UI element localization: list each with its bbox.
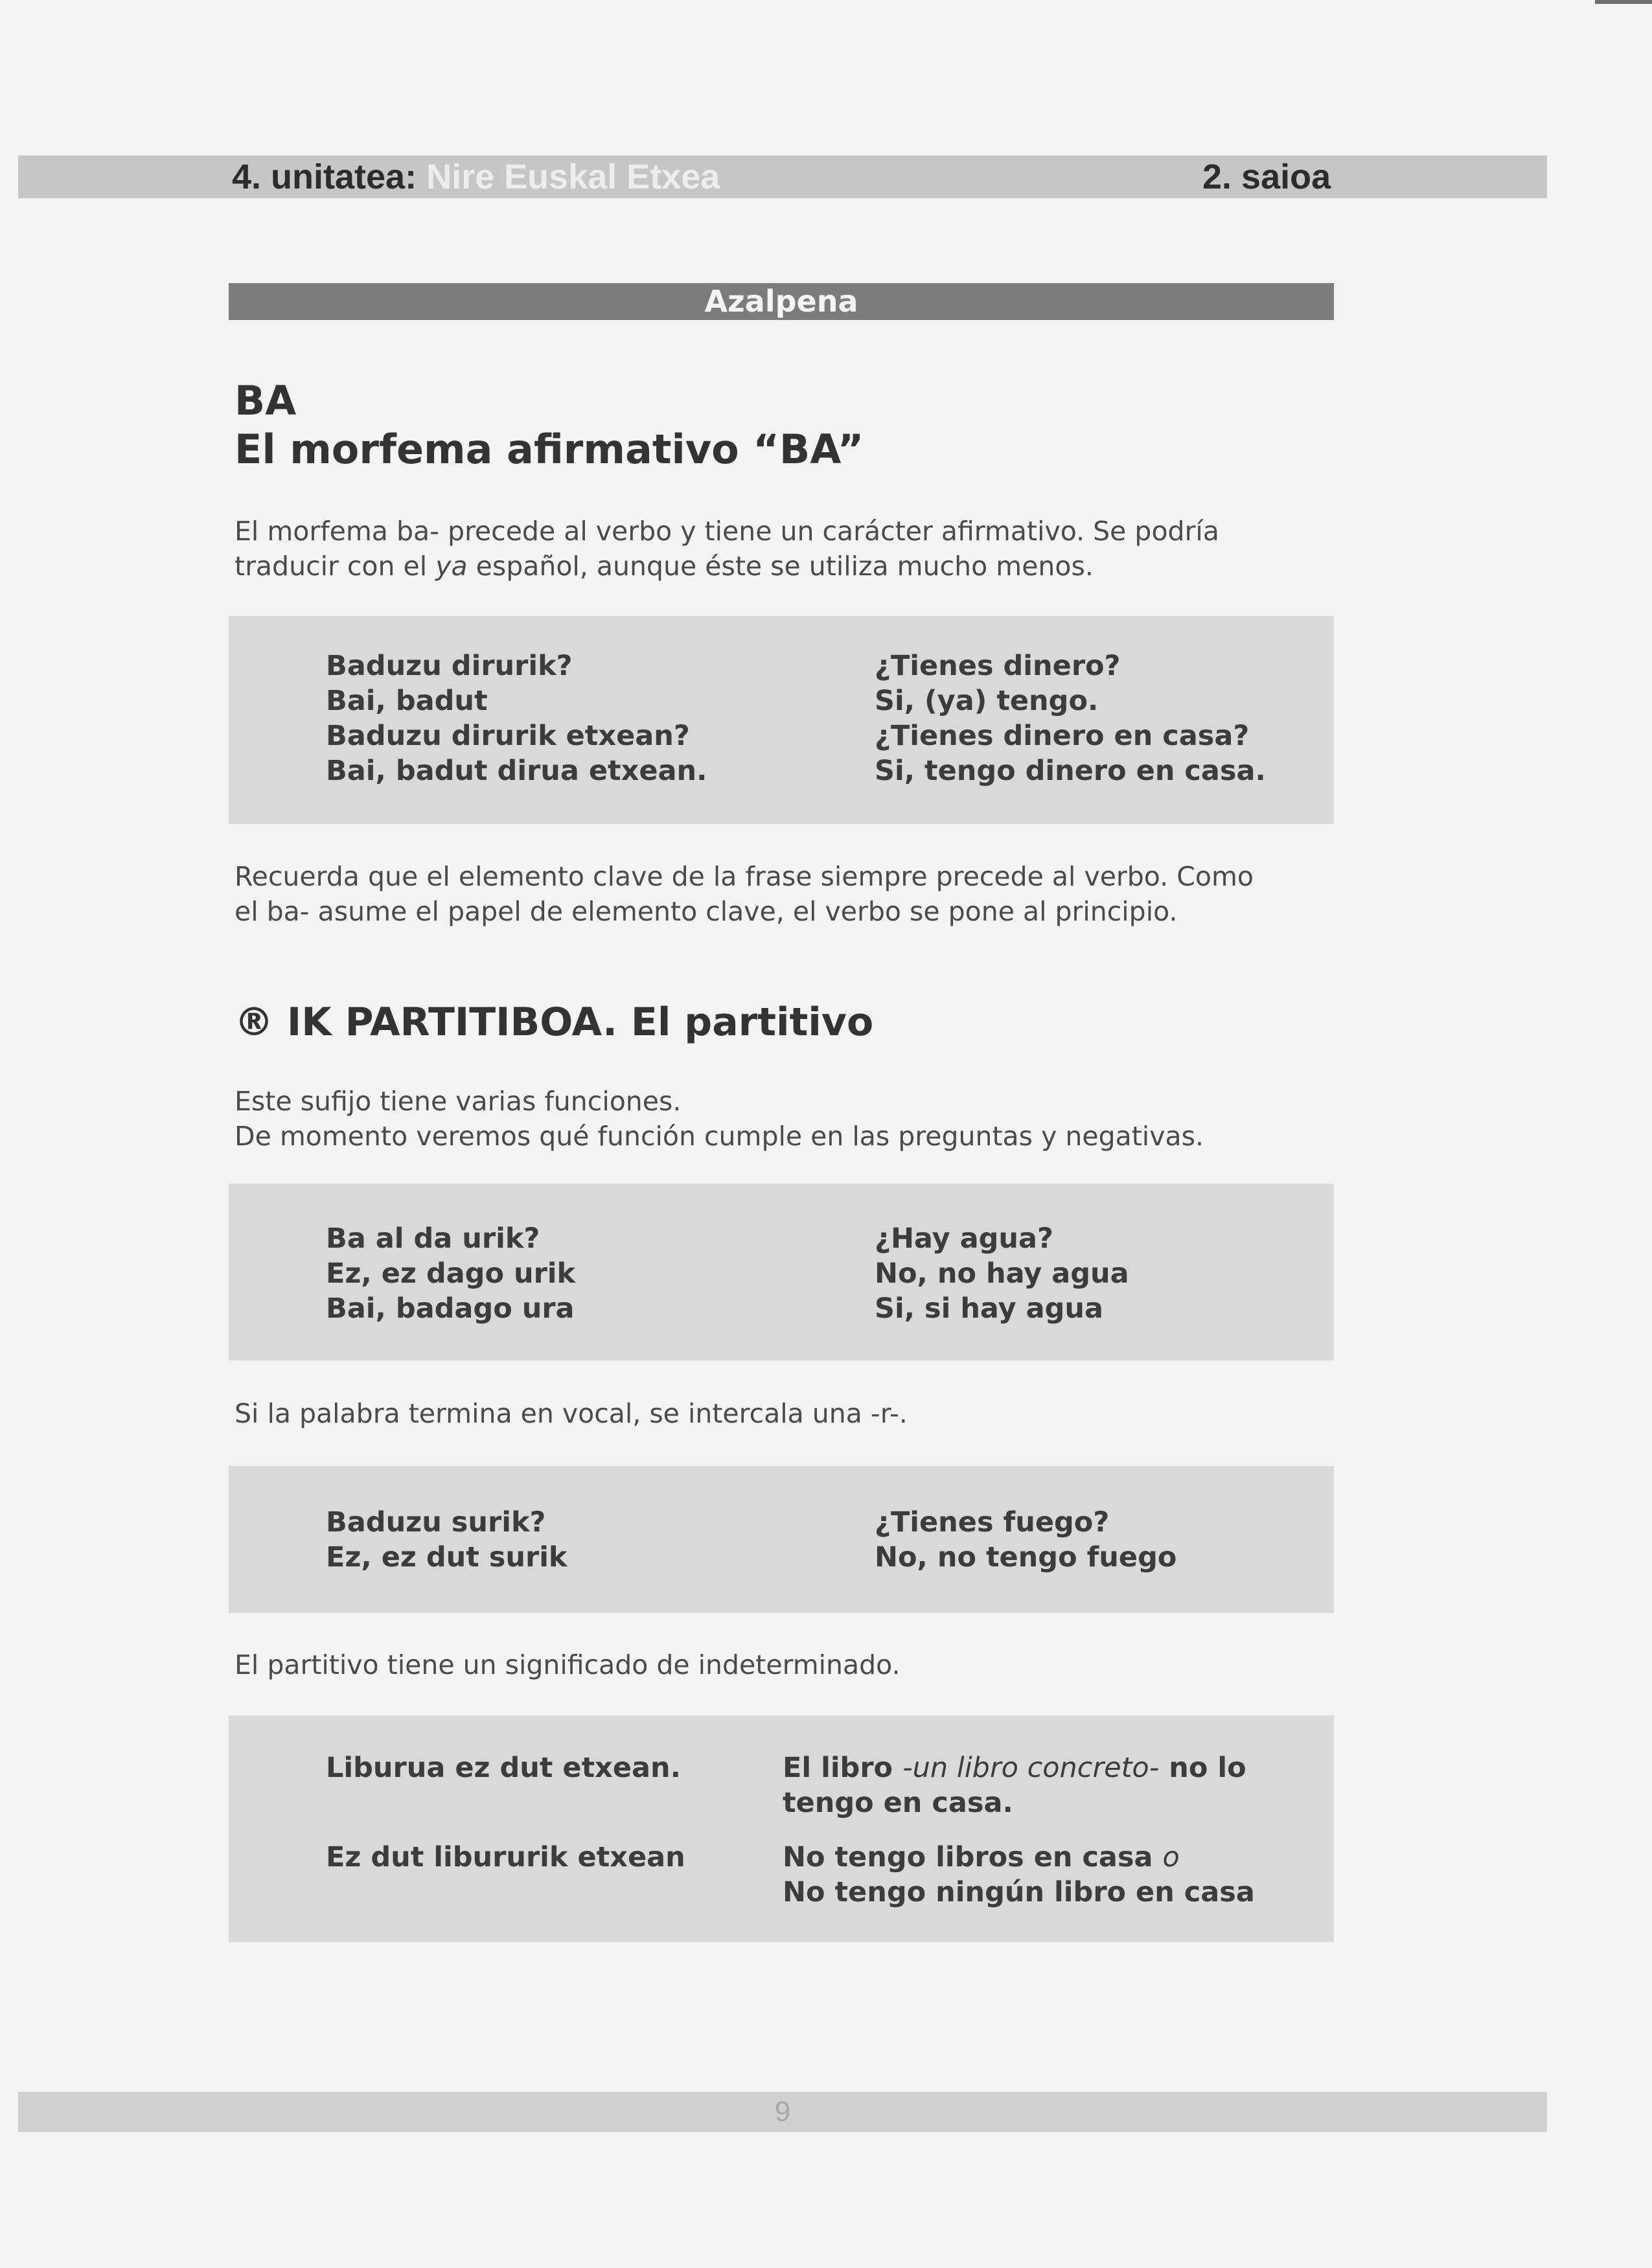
page-number: 9 (774, 2096, 791, 2127)
ba-note (235, 859, 1336, 929)
ik-title: ® IK PARTITIBOA. El partitivo (235, 1000, 874, 1045)
ba-subtitle: El morfema afirmativo “BA” (235, 426, 864, 473)
definite-example-es-cont: tengo en casa. (783, 1787, 1013, 1819)
indeterminate-note (235, 1647, 1336, 1682)
ik-intro (235, 1084, 1336, 1154)
ba-intro-line2-b: español, aunque éste se utiliza mucho menos. (467, 551, 1094, 582)
page-footer (18, 2092, 1547, 2132)
unit-label (232, 155, 720, 198)
session-label: 2. saioa (1202, 157, 1331, 196)
ba-note-line2: el ba- asume el papel de elemento clave, el verbo se pone al principio. (235, 896, 1178, 927)
ba-intro-line1: El morfema ba- precede al verbo y tiene un carácter afirmativo. Se podría (235, 516, 1219, 547)
indeterminate-note-text: El partitivo tiene un significado de indeterminado. (235, 1649, 901, 1680)
ba-example-eu: Bai, badut dirua etxean. (326, 755, 707, 787)
ik-examples-box-3 (229, 1715, 1334, 1942)
ik-example-es: Si, si hay agua (875, 1292, 1104, 1325)
ba-intro (235, 514, 1336, 584)
ik-examples-box-2 (229, 1466, 1334, 1613)
ba-example-eu: Baduzu dirurik? (326, 650, 573, 682)
page-header (18, 155, 1547, 198)
ba-example-es: Si, (ya) tengo. (875, 685, 1099, 717)
partitive-example-es (783, 1840, 1180, 1875)
partitive-example-eu: Ez dut libururik etxean (326, 1841, 685, 1873)
definite-es-a: El libro (783, 1752, 903, 1784)
definite-example-es (783, 1750, 1246, 1785)
partitive-es-a: No tengo libros en casa (783, 1841, 1163, 1873)
ba-examples-box (229, 616, 1334, 824)
ba-example-es: ¿Tienes dinero en casa? (875, 720, 1250, 752)
partitive-example-es-alt: No tengo ningún libro en casa (783, 1876, 1255, 1908)
ik-example-es: No, no hay agua (875, 1257, 1129, 1290)
ik-examples-box-1 (229, 1184, 1334, 1360)
definite-es-note: -un libro concreto- (902, 1752, 1160, 1784)
ik-intro-line2: De momento veremos qué función cumple en las preguntas y negativas. (235, 1121, 1204, 1152)
ik-example-eu: Ba al da urik? (326, 1222, 540, 1255)
ik-example-es: ¿Tienes fuego? (875, 1506, 1110, 1539)
ba-example-eu: Baduzu dirurik etxean? (326, 720, 690, 752)
ba-intro-line2-a: traducir con el (235, 551, 436, 582)
ba-intro-ya: ya (435, 551, 468, 582)
ik-intro-line1: Este sufijo tiene varias funciones. (235, 1086, 682, 1117)
vowel-note-text: Si la palabra termina en vocal, se intercala una -r-. (235, 1398, 908, 1429)
definite-example-eu: Liburua ez dut etxean. (326, 1752, 681, 1784)
unit-prefix: 4. unitatea: (232, 157, 417, 196)
ik-example-eu: Bai, badago ura (326, 1292, 575, 1325)
section-title-bar: Azalpena (229, 283, 1334, 320)
ba-example-es: ¿Tienes dinero? (875, 650, 1121, 682)
ik-example-es: No, no tengo fuego (875, 1541, 1177, 1574)
ba-intro-line2 (235, 549, 1336, 584)
ba-note-line1: Recuerda que el elemento clave de la frase siempre precede al verbo. Como (235, 861, 1254, 892)
ik-example-es: ¿Hay agua? (875, 1222, 1053, 1255)
ik-example-eu: Ez, ez dut surik (326, 1541, 568, 1574)
partitive-es-or: o (1162, 1841, 1180, 1873)
scan-edge-mark (1595, 0, 1652, 4)
vowel-note (235, 1396, 1336, 1431)
ik-example-eu: Ez, ez dago urik (326, 1257, 576, 1290)
unit-name: Nire Euskal Etxea (426, 157, 720, 196)
ik-example-eu: Baduzu surik? (326, 1506, 546, 1539)
ba-example-es: Si, tengo dinero en casa. (875, 755, 1266, 787)
definite-es-b: no lo (1159, 1752, 1246, 1784)
ba-title: BA (235, 377, 297, 424)
ba-example-eu: Bai, badut (326, 685, 488, 717)
